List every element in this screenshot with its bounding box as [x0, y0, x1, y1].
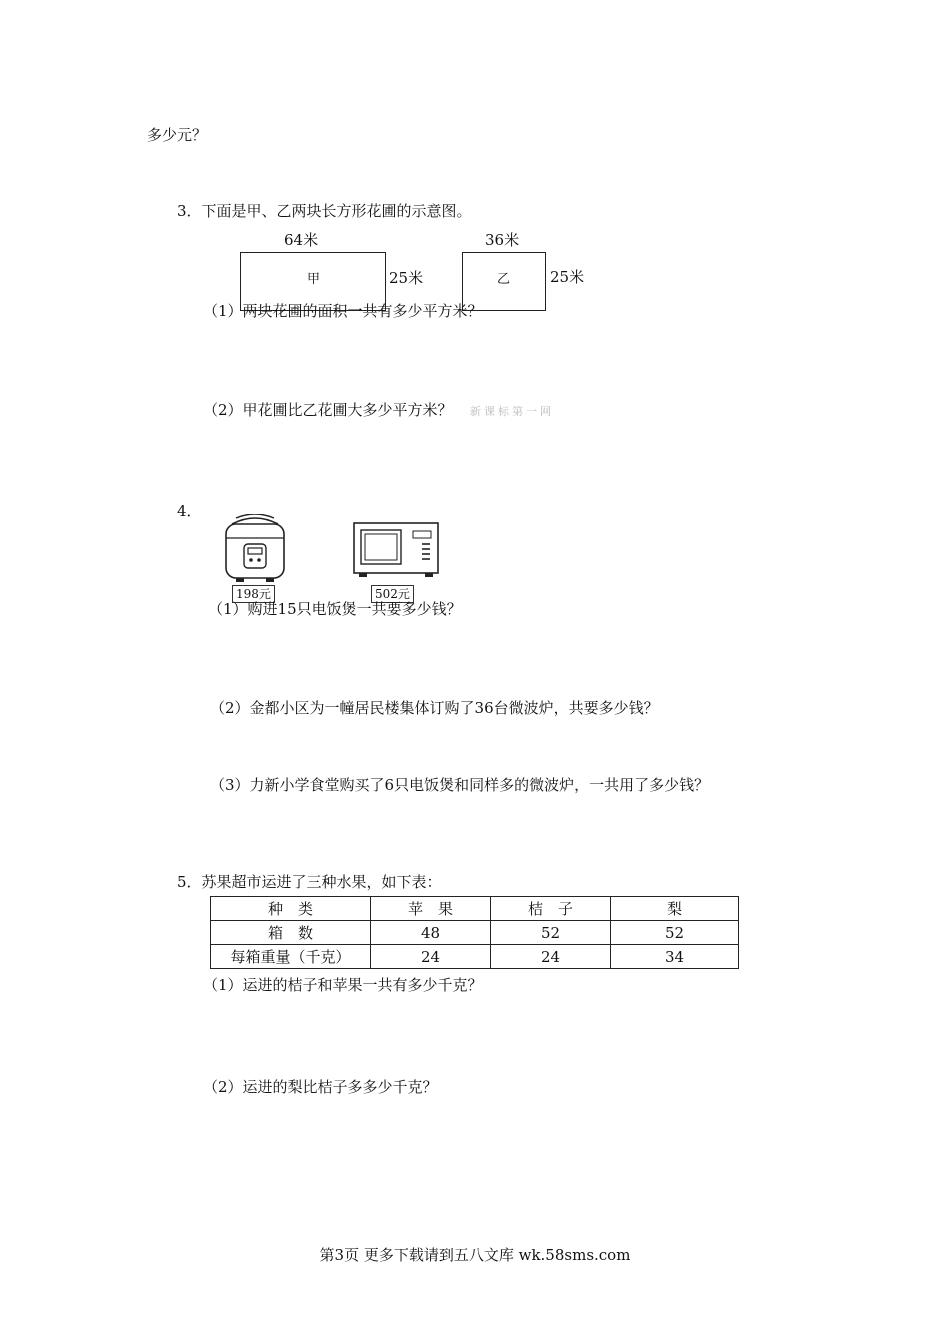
plot-yi-length: 36米 [485, 231, 520, 249]
microwave-price: 502元 [371, 585, 414, 603]
table-cell: 每箱重量（千克） [211, 945, 371, 969]
table-cell: 34 [611, 945, 739, 969]
rice-cooker-icon [222, 514, 288, 584]
q3-stem: 3．下面是甲、乙两块长方形花圃的示意图。 [177, 202, 472, 220]
table-cell: 箱 数 [211, 921, 371, 945]
plot-yi-label: 乙 [497, 272, 511, 287]
page-footer: 第3页 更多下载请到五八文库 wk.58sms.com [319, 1246, 631, 1264]
table-header-cell: 梨 [611, 897, 739, 921]
q5-sub1: （1）运进的桔子和苹果一共有多少千克？ [203, 976, 483, 994]
q4-sub1: （1）购进15只电饭煲一共要多少钱？ [208, 600, 462, 618]
q5-stem: 5．苏果超市运进了三种水果，如下表： [177, 873, 442, 891]
plot-jia-length: 64米 [284, 231, 319, 249]
plot-yi-width: 25米 [550, 268, 585, 286]
microwave-icon [353, 522, 439, 578]
table-row [211, 945, 739, 969]
q5-sub2: （2）运进的梨比桔子多多少千克？ [203, 1078, 438, 1096]
table-row [211, 921, 739, 945]
q4-number: 4． [177, 502, 202, 520]
plot-jia-label: 甲 [307, 272, 321, 287]
q4-sub2: （2）金都小区为一幢居民楼集体订购了36台微波炉，共要多少钱？ [210, 699, 659, 717]
table-cell: 24 [491, 945, 611, 969]
table-cell: 52 [611, 921, 739, 945]
q4-sub3: （3）力新小学食堂购买了6只电饭煲和同样多的微波炉，一共用了多少钱？ [210, 776, 710, 794]
table-header-row [211, 897, 739, 921]
table-cell: 52 [491, 921, 611, 945]
fruit-table [210, 896, 739, 969]
table-header-cell: 苹 果 [371, 897, 491, 921]
watermark-text: 新课标第一网 [470, 405, 554, 418]
table-cell: 24 [371, 945, 491, 969]
q3-sub2: （2）甲花圃比乙花圃大多少平方米？ [203, 401, 453, 419]
table-cell: 48 [371, 921, 491, 945]
q3-sub1: （1）两块花圃的面积一共有多少平方米？ [203, 302, 483, 320]
table-header-cell: 种 类 [211, 897, 371, 921]
rice-cooker-price: 198元 [232, 585, 275, 603]
prev-question-tail: 多少元？ [147, 126, 208, 144]
plot-jia-width: 25米 [389, 269, 424, 287]
table-header-cell: 桔 子 [491, 897, 611, 921]
